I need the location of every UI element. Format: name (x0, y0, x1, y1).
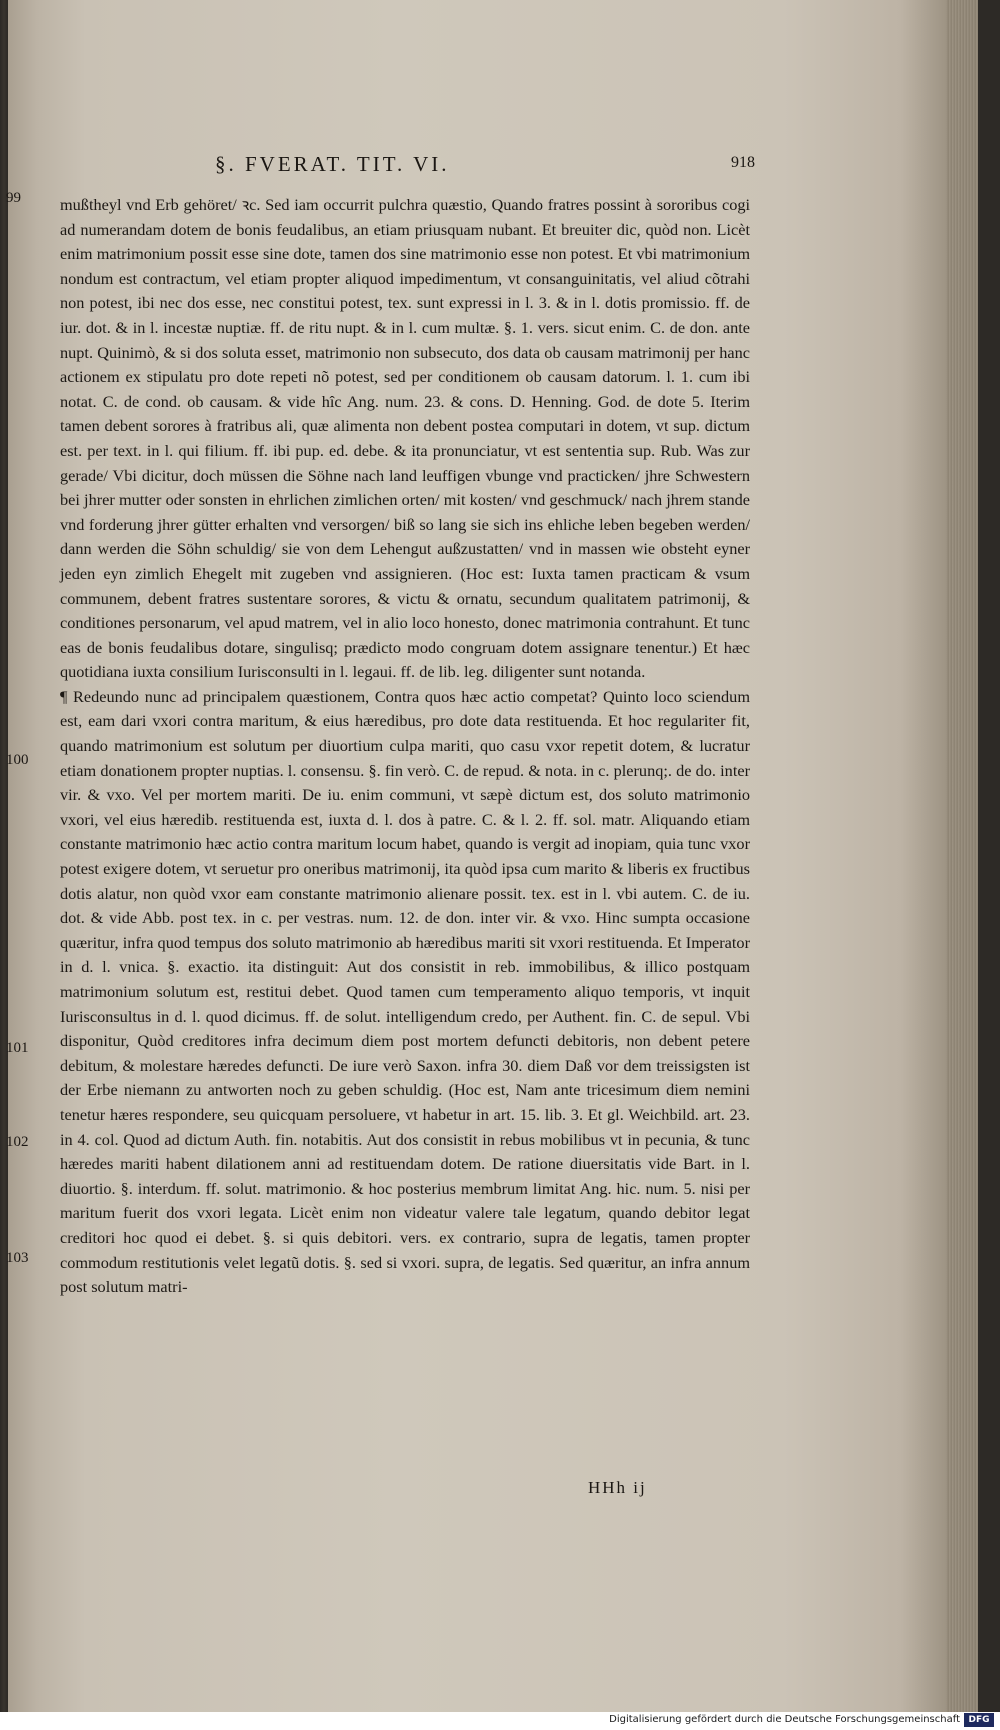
paragraph: ¶ Redeundo nunc ad principalem quæstionem, Contra quos hæc actio competat? Quinto loco sciendum est, eam dari vxori contra maritum, & eius hæredibus, pro dote data restituenda. Et hoc regulariter fit, quando matrimonium est solutum per diuortium culpa mariti, quo casu vxor repetit dotem, & lucratur etiam donationem propter nuptias. l. consensu. §. fin verò. C. de repud. & nota. in c. plerunq;. de do. inter vir. & vxo. Vel per mortem mariti. De iu. enim communi, vt sæpè dictum est, dos soluto matrimonio vxori, vel eius hæredib. restituenda est, iuxta d. l. dos à patre. C. & l. 2. ff. sol. matr. Aliquando etiam constante matrimonio hæc actio contra maritum locum habet, quando is vergit ad inopiam, quia tunc vxor potest exigere dotem, vt seruetur pro oneribus matrimonij, ita quòd ipsa cum marito & liberis ex fructibus dotis alatur, non quòd vxor eam constante matrimonio alienare possit. tex. est in l. vbi autem. C. de iu. dot. & vide Abb. post tex. in c. per vestras. num. 12. de don. inter vir. & vxo. Hinc sumpta occasione quæritur, infra quod tempus dos soluto matrimonio ab hæredibus mariti sit vxori restituenda. Et Imperator in d. l. vnica. §. exactio. ita distinguit: Aut dos consistit in reb. immobilibus, & illico postquam matrimonium solutum est, restitui debet. Quod tamen cum temperamento aliquo temporis, vt inquit Iurisconsultus in d. l. quod dicimus. ff. de solut. intelligendum credo, per Authent. fin. C. de sepul. Vbi disponitur, Quòd creditores infra decimum diem post mortem defuncti debitoris, non debent petere debitum, & molestare hæredes defuncti. De iure verò Saxon. infra 30. diem Daß vor dem treissigsten ist der Erbe niemann zu antworten noch zu geben schuldig. (Hoc est, Nam ante tricesimum diem nemini tenetur hæres respondere, seu quicquam persoluere, vt habetur in art. 15. lib. 3. Et gl. Weichbild. art. 23. in 4. col. Quod ad dictum Auth. fin. notabitis. Aut dos consistit in rebus mobilibus vt in pecunia, & tunc hæredes mariti habent dilationem anni ad restituendam dotem. De ratione diuersitatis vide Bart. in l. diuortio. §. interdum. ff. solut. matrimonio. & hoc posterius membrum limitat Ang. hic. num. 5. nisi per maritum fuerit dos vxori legata. Licèt enim non videatur valere tale legatum, quando debitor legat creditori hoc quod ei debet. §. si quis debitori. vers. ex contrario, supra de legatis, tamen propter commodum restitutionis velet legatũ dotis. §. sed si vxori. supra, de legatis. Sed quæritur, an infra annum post solutum matri- (60, 686, 750, 1297)
running-head: §. FVERAT. TIT. VI. (215, 152, 450, 176)
signature-mark: HHh ij (588, 1478, 647, 1497)
margin-number: 102 (6, 1134, 29, 1150)
page-fore-edge (946, 0, 978, 1712)
margin-number: 101 (6, 1040, 29, 1056)
margin-number: 100 (6, 752, 29, 768)
footer-credit: Digitalisierung gefördert durch die Deutsche Forschungsgemeinschaft (609, 1714, 960, 1725)
margin-number: 103 (6, 1250, 29, 1266)
dfg-logo: DFG (964, 1713, 994, 1727)
body-text (60, 193, 750, 1300)
page-number: 918 (731, 154, 755, 171)
margin-number: 99 (6, 190, 21, 206)
page-header (215, 152, 755, 178)
paragraph: mußtheyl vnd Erb gehöret/ ꝛc. Sed iam occurrit pulchra quæstio, Quando fratres possint à sororibus cogi ad numerandam dotem de bonis feudalibus, an etiam priusquam nubant. Et breuiter dic, quòd non. Licèt enim matrimonium possit esse sine dote, tamen dos sine matrimonio esse non potest. Et vbi matrimonium nondum est contractum, vel etiam propter aliquod impedimentum, vt consanguinitatis, vel aliud cõtrahi non potest, ibi nec dos esse, nec constitui potest, tex. sunt expressi in l. 3. & in l. dotis promissio. ff. de iur. dot. & in l. incestæ nuptiæ. ff. de ritu nupt. & in l. cum multæ. §. 1. vers. sicut enim. C. de don. ante nupt. Quinimò, & si dos soluta esset, matrimonio non subsecuto, dos data ob causam matrimonij per hanc actionem ex stipulatu pro dote repeti nõ potest, sed per conditionem ob causam datorum. l. 1. cum ibi notat. C. de cond. ob causam. & vide hîc Ang. num. 23. & cons. D. Henning. God. de dote 5. Iterim tamen debent sorores à fratribus ali, quæ alimenta non debent postea computari in dotem, vt sup. dictum est. per text. in l. qui filium. ff. ibi pup. ed. debe. & ita pronunciatur, vt est sententia sup. Rub. Was zur gerade/ Vbi dicitur, doch müssen die Söhne nach land leuffigen vbunge vnd practicken/ jhre Schwestern bei jhrer mutter oder sonsten in ehrlichen zimlichen orten/ mit kosten/ vnd geschmuck/ nach jhrem stande vnd forderung jhrer gütter erhalten vnd versorgen/ biß so lang sie sich ins ehliche leben begeben werden/ dann werden die Söhn schuldig/ sie von dem Lehengut außzustatten/ vnd in massen wie obsteht eyner jeden eyn zimlich Ehegelt mit zugeben vnd assignieren. (Hoc est: Iuxta tamen practicam & vsum communem, debent fratres sustentare sorores, & victu & ornatu, secundum qualitatem patrimonij, & conditiones personarum, vel apud matrem, vel in alio loco honesto, donec matrimonia contrahunt. Et tunc eas de bonis feudalibus dotare, singulisq; prædicto modo congruam dotem assignare tenentur.) Et hæc quotidiana iuxta consilium Iurisconsulti in l. legaui. ff. de lib. leg. diligenter sunt notanda. (60, 195, 750, 682)
